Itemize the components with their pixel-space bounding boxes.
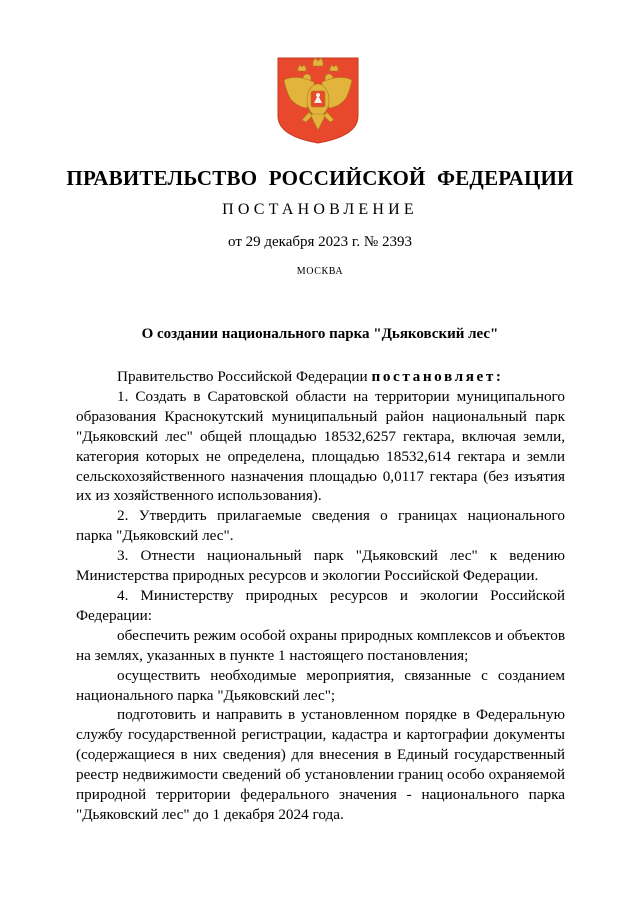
document-type: ПОСТАНОВЛЕНИЕ — [222, 201, 418, 218]
paragraph-4: 4. Министерству природных ресурсов и экологии Российской Федерации: — [76, 586, 565, 624]
document-body — [76, 367, 565, 825]
document-subject: О создании национального парка "Дьяковский лес" — [141, 326, 499, 342]
paragraph-1: 1. Создать в Саратовской области на территории муниципального образования Краснокутский муниципальный район национальный парк "Дьяковский лес" общей площадью 18532,6257 гектара, включая земли, категория которых не определена, площадью 18532,614 гектара и земли сельскохозяйственного назначения площадью 0,0117 гектара (без изъятия их из хозяйственного использования). — [76, 387, 565, 505]
paragraph-2: 2. Утвердить прилагаемые сведения о границах национального парка "Дьяковский лес". — [76, 507, 565, 545]
paragraph-4-item-3: подготовить и направить в установленном порядке в Федеральную службу государственной регистрации, кадастра и картографии документы (содержащиеся в них сведения) для внесения в Единый государственный реестр недвижимости сведений об установлении границ особо охраняемой природной территории федерального значения - национального парка "Дьяковский лес" до 1 декабря 2024 года. — [76, 706, 565, 823]
intro-paragraph — [76, 367, 565, 387]
resolution-word: постановляет: — [371, 368, 504, 385]
issuing-authority-title: ПРАВИТЕЛЬСТВО РОССИЙСКОЙ ФЕДЕРАЦИИ — [66, 166, 574, 190]
intro-text: Правительство Российской Федерации — [117, 368, 372, 385]
paragraph-4-item-2: осуществить необходимые мероприятия, связанные с созданием национального парка "Дьяковский лес"; — [76, 666, 565, 704]
paragraph-3: 3. Отнести национальный парк "Дьяковский лес" к ведению Министерства природных ресурсов и экологии Российской Федерации. — [76, 547, 565, 585]
coat-of-arms-icon — [276, 56, 360, 144]
paragraph-4-item-1: обеспечить режим особой охраны природных комплексов и объектов на землях, указанных в пункте 1 настоящего постановления; — [76, 626, 565, 664]
document-city: МОСКВА — [296, 266, 344, 277]
document-date-number: от 29 декабря 2023 г. № 2393 — [228, 234, 412, 250]
